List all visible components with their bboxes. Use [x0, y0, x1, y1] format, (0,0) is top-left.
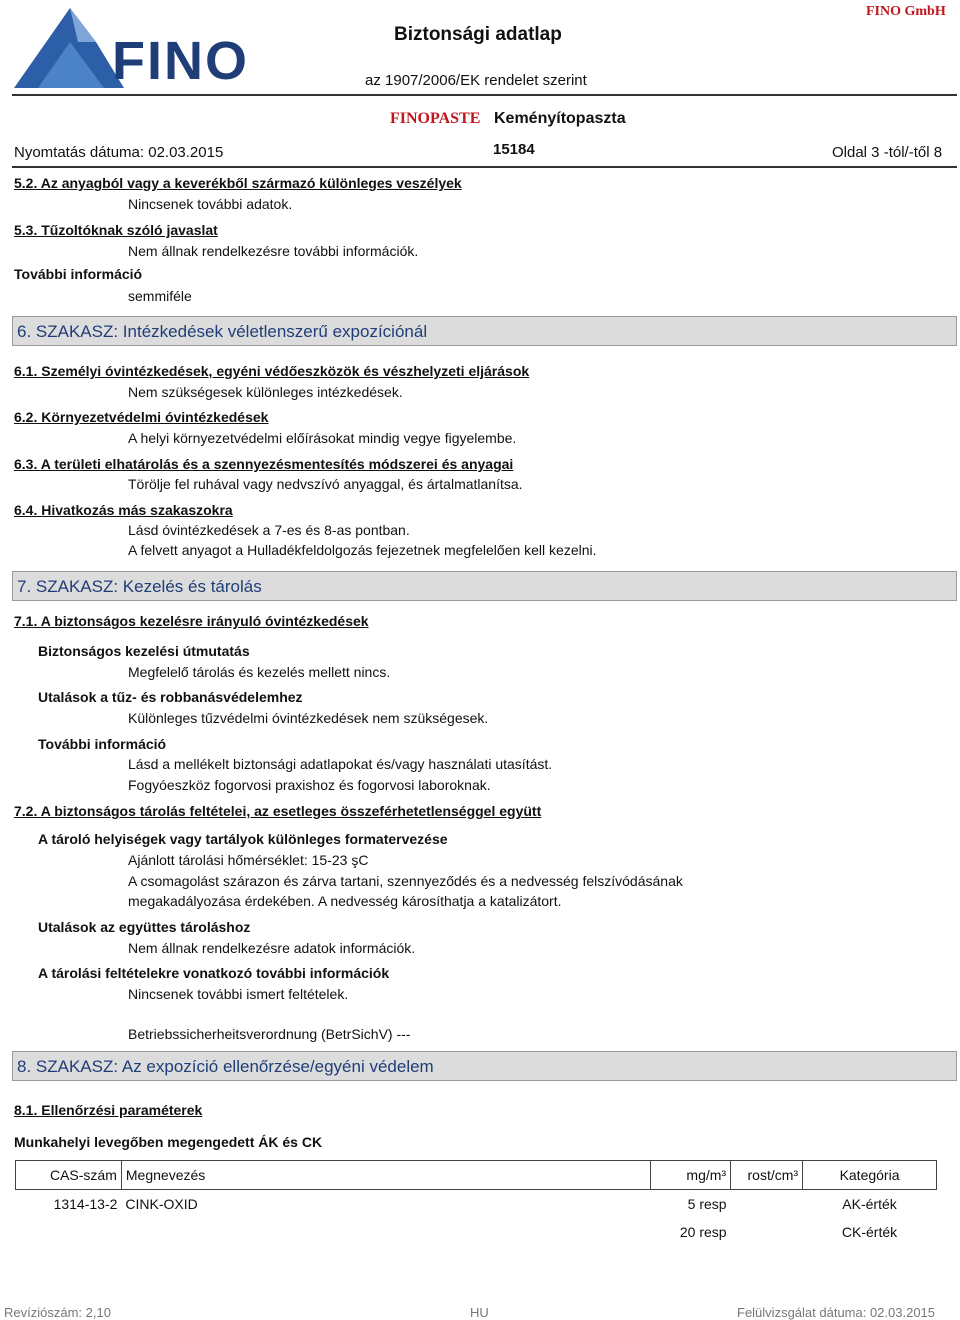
header-category: Kategória [803, 1161, 937, 1190]
cell-category: AK-érték [842, 1196, 897, 1212]
product-code: 15184 [493, 141, 535, 158]
fire-protection-text: Különleges tűzvédelmi óvintézkedések nem szükségesek. [128, 710, 489, 726]
header-name: Megnevezés [121, 1161, 650, 1190]
subsection-6-4-text1: Lásd óvintézkedések a 7-es és 8-as pontban. [128, 522, 410, 538]
exposure-limits-subtitle: Munkahelyi levegőben megengedett ÁK és CK [14, 1134, 323, 1150]
subsection-6-2-title: 6.2. Környezetvédelmi óvintézkedések [14, 409, 269, 425]
subsection-6-4-text2: A felvett anyagot a Hulladékfeldolgozás fejezetnek megfelelően kell kezelni. [128, 542, 597, 558]
further-info-text: semmiféle [128, 288, 192, 304]
header-bottom-divider [12, 166, 957, 168]
header-cas: CAS-szám [16, 1161, 122, 1190]
subsection-6-1-text: Nem szükségesek különleges intézkedések. [128, 384, 403, 400]
subsection-5-2-title: 5.2. Az anyagból vagy a keverékből származó különleges veszélyek [14, 175, 462, 191]
header-fiber: rost/cm³ [731, 1161, 803, 1190]
print-date: Nyomtatás dátuma: 02.03.2015 [14, 144, 224, 161]
storage-conditions-heading: A tárolási feltételekre vonatkozó további információk [38, 965, 390, 981]
cell-name: CINK-OXID [125, 1196, 198, 1212]
company-name: FINO GmbH [866, 4, 946, 19]
safe-handling-heading: Biztonságos kezelési útmutatás [38, 643, 250, 659]
subsection-6-3-text: Törölje fel ruhával vagy nedvszívó anyaggal, és ártalmatlanítsa. [128, 476, 523, 492]
subsection-5-3-title: 5.3. Tűzoltóknak szóló javaslat [14, 222, 218, 238]
further-info-heading: További információ [14, 266, 143, 282]
brand-name: FINOPASTE [390, 110, 481, 127]
storage-design-heading: A tároló helyiségek vagy tartályok különleges formatervezése [38, 831, 448, 847]
header-divider [12, 94, 957, 96]
storage-conditions-text: Nincsenek további ismert feltételek. [128, 986, 349, 1002]
subsection-5-2-text: Nincsenek további adatok. [128, 196, 293, 212]
cell-fiber [731, 1218, 803, 1246]
subsection-6-4-title: 6.4. Hivatkozás más szakaszokra [14, 502, 233, 518]
joint-storage-heading: Utalások az együttes tároláshoz [38, 919, 251, 935]
header-mgm3: mg/m³ [651, 1161, 731, 1190]
storage-packaging-text2: megakadályozása érdekében. A nedvesség károsíthatja a katalizátort. [128, 893, 562, 909]
storage-temperature-text: Ajánlott tárolási hőmérséklet: 15-23 şC [128, 852, 369, 868]
handling-further-info-text1: Lásd a mellékelt biztonsági adatlapokat és/vagy használati utasítást. [128, 756, 553, 772]
section-7-bar [12, 571, 957, 601]
cell-mgm3: 5 resp [687, 1196, 727, 1212]
document-title: Biztonsági adatlap [394, 24, 562, 45]
storage-packaging-text1: A csomagolást szárazon és zárva tartani, szennyeződés és a nedvesség felszívódásának [128, 873, 683, 889]
cell-fiber [731, 1190, 803, 1219]
subsection-6-2-text: A helyi környezetvédelmi előírásokat mindig vegye figyelembe. [128, 430, 517, 446]
regulation-text: az 1907/2006/EK rendelet szerint [365, 72, 587, 89]
section-8-title: 8. SZAKASZ: Az expozíció ellenőrzése/egyéni védelem [17, 1057, 434, 1076]
table-row [16, 1218, 937, 1246]
joint-storage-text: Nem állnak rendelkezésre adatok információk. [128, 940, 416, 956]
cell-cas: 1314-13-2 [53, 1196, 118, 1212]
cell-cas [16, 1218, 122, 1246]
footer-language: HU [470, 1305, 489, 1320]
safe-handling-text: Megfelelő tárolás és kezelés mellett nincs. [128, 664, 391, 680]
table-header-row [16, 1161, 937, 1190]
cell-mgm3: 20 resp [679, 1224, 727, 1240]
handling-further-info-heading: További információ [38, 736, 167, 752]
logo-text: FINO [112, 31, 249, 91]
subsection-6-3-title: 6.3. A területi elhatárolás és a szennyezésmentesítés módszerei és anyagai [14, 456, 514, 472]
section-8-bar [12, 1051, 957, 1081]
handling-further-info-text2: Fogyóeszköz fogorvosi praxishoz és fogorvosi laboroknak. [128, 777, 491, 793]
page-number: Oldal 3 -tól/-től 8 [832, 144, 943, 161]
footer-revision: Revíziószám: 2,10 [4, 1305, 111, 1320]
section-7-title: 7. SZAKASZ: Kezelés és tárolás [17, 577, 262, 596]
subsection-5-3-text: Nem állnak rendelkezésre további információk. [128, 243, 419, 259]
product-name: Keményítopaszta [494, 110, 626, 127]
table-row [16, 1190, 937, 1219]
subsection-6-1-title: 6.1. Személyi óvintézkedések, egyéni védőeszközök és vészhelyzeti eljárások [14, 363, 530, 379]
footer-review-date: Felülvizsgálat dátuma: 02.03.2015 [737, 1305, 936, 1320]
betrsichv-text: Betriebssicherheitsverordnung (BetrSichV) --- [128, 1026, 411, 1042]
subsection-7-1-title: 7.1. A biztonságos kezelésre irányuló óvintézkedések [14, 613, 369, 629]
subsection-7-2-title: 7.2. A biztonságos tárolás feltételei, az esetleges összeférhetetlenséggel együtt [14, 803, 542, 819]
fire-protection-heading: Utalások a tűz- és robbanásvédelemhez [38, 689, 303, 705]
section-6-title: 6. SZAKASZ: Intézkedések véletlenszerű expozíciónál [17, 322, 428, 341]
cell-name [121, 1218, 650, 1246]
cell-category: CK-érték [841, 1224, 898, 1240]
section-6-bar [12, 316, 957, 346]
subsection-8-1-title: 8.1. Ellenőrzési paraméterek [14, 1102, 203, 1118]
exposure-limits-table [15, 1160, 937, 1246]
